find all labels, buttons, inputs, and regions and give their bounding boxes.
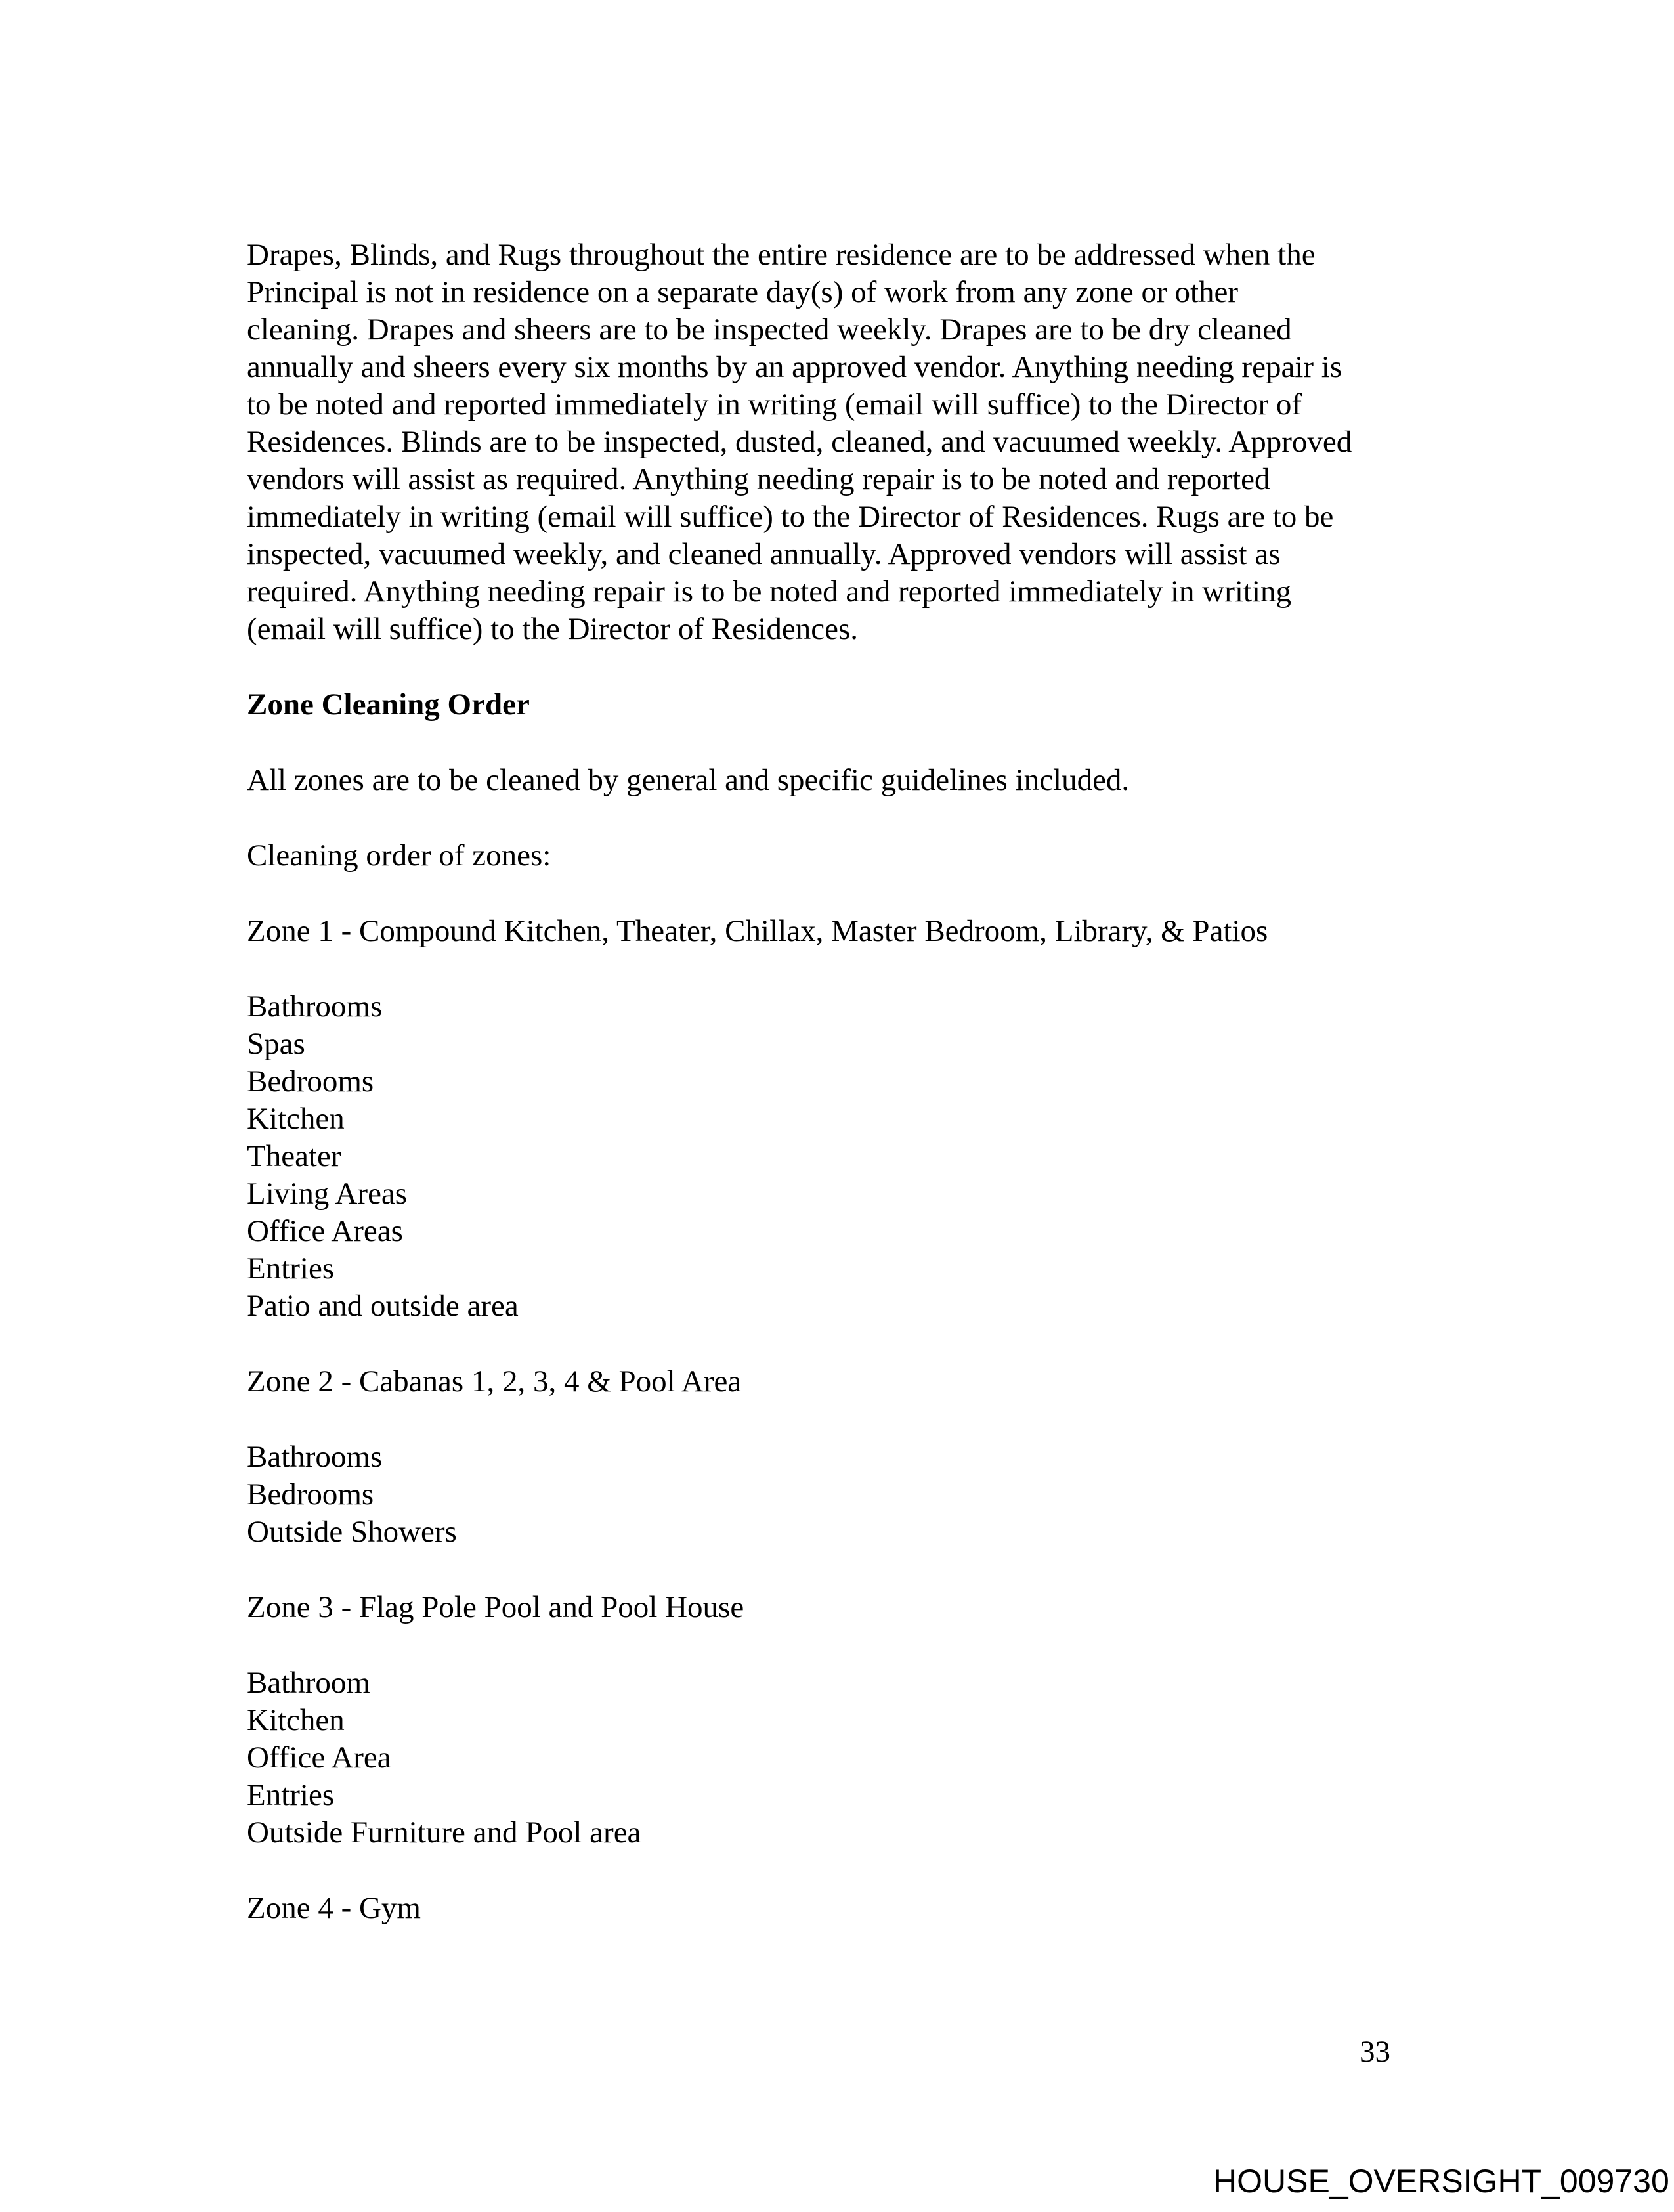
zone-2-title: Zone 2 - Cabanas 1, 2, 3, 4 & Pool Area (247, 1364, 742, 1399)
area-item: Theater (247, 1139, 341, 1173)
area-item: Office Area (247, 1741, 391, 1775)
area-item: Patio and outside area (247, 1289, 519, 1323)
paragraph-line: vendors will assist as required. Anything needing repair is to be noted and reported (247, 462, 1270, 496)
area-item: Living Areas (247, 1177, 408, 1211)
paragraph-line: Principal is not in residence on a separate day(s) of work from any zone or other (247, 275, 1239, 309)
area-item: Spas (247, 1027, 305, 1061)
zone-2-area-list (247, 1439, 1455, 1551)
area-item: Entries (247, 1251, 335, 1286)
zone-3-area-list (247, 1664, 1455, 1852)
area-item: Bathrooms (247, 989, 383, 1024)
area-item: Bathrooms (247, 1440, 383, 1474)
area-item: Bedrooms (247, 1064, 374, 1098)
paragraph-line: annually and sheers every six months by an approved vendor. Anything needing repair is (247, 350, 1342, 384)
zone-1-title: Zone 1 - Compound Kitchen, Theater, Chillax, Master Bedroom, Library, & Patios (247, 914, 1268, 948)
zone-3-title: Zone 3 - Flag Pole Pool and Pool House (247, 1590, 744, 1624)
page-number: 33 (1360, 2035, 1390, 2069)
paragraph-line: immediately in writing (email will suffice) to the Director of Residences. Rugs are to be (247, 500, 1334, 534)
area-item: Outside Furniture and Pool area (247, 1815, 641, 1850)
section-heading-zone-cleaning-order: Zone Cleaning Order (247, 687, 530, 722)
paragraph-line: required. Anything needing repair is to be noted and reported immediately in writing (247, 575, 1292, 609)
cleaning-order-label: Cleaning order of zones: (247, 838, 551, 873)
paragraph-line: (email will suffice) to the Director of Residences. (247, 612, 858, 646)
area-item: Outside Showers (247, 1515, 457, 1549)
area-item: Kitchen (247, 1703, 345, 1737)
area-item: Bedrooms (247, 1477, 374, 1511)
paragraph-line: cleaning. Drapes and sheers are to be inspected weekly. Drapes are to be dry cleaned (247, 313, 1292, 347)
area-item: Entries (247, 1778, 335, 1812)
area-item: Bathroom (247, 1666, 370, 1700)
bates-stamp: HOUSE_OVERSIGHT_009730 (1213, 2163, 1669, 2200)
paragraph-drapes-blinds-rugs (247, 236, 1455, 648)
document-body (247, 236, 1455, 1927)
area-item: Kitchen (247, 1102, 345, 1136)
area-item: Office Areas (247, 1214, 403, 1248)
zone-4-title: Zone 4 - Gym (247, 1891, 421, 1925)
paragraph-line: inspected, vacuumed weekly, and cleaned annually. Approved vendors will assist as (247, 537, 1281, 571)
paragraph-line: Drapes, Blinds, and Rugs throughout the entire residence are to be addressed when the (247, 238, 1316, 272)
intro-sentence: All zones are to be cleaned by general and specific guidelines included. (247, 763, 1130, 797)
paragraph-line: Residences. Blinds are to be inspected, dusted, cleaned, and vacuumed weekly. Approved (247, 425, 1352, 459)
paragraph-line: to be noted and reported immediately in writing (email will suffice) to the Director of (247, 387, 1302, 422)
zone-1-area-list (247, 988, 1455, 1325)
